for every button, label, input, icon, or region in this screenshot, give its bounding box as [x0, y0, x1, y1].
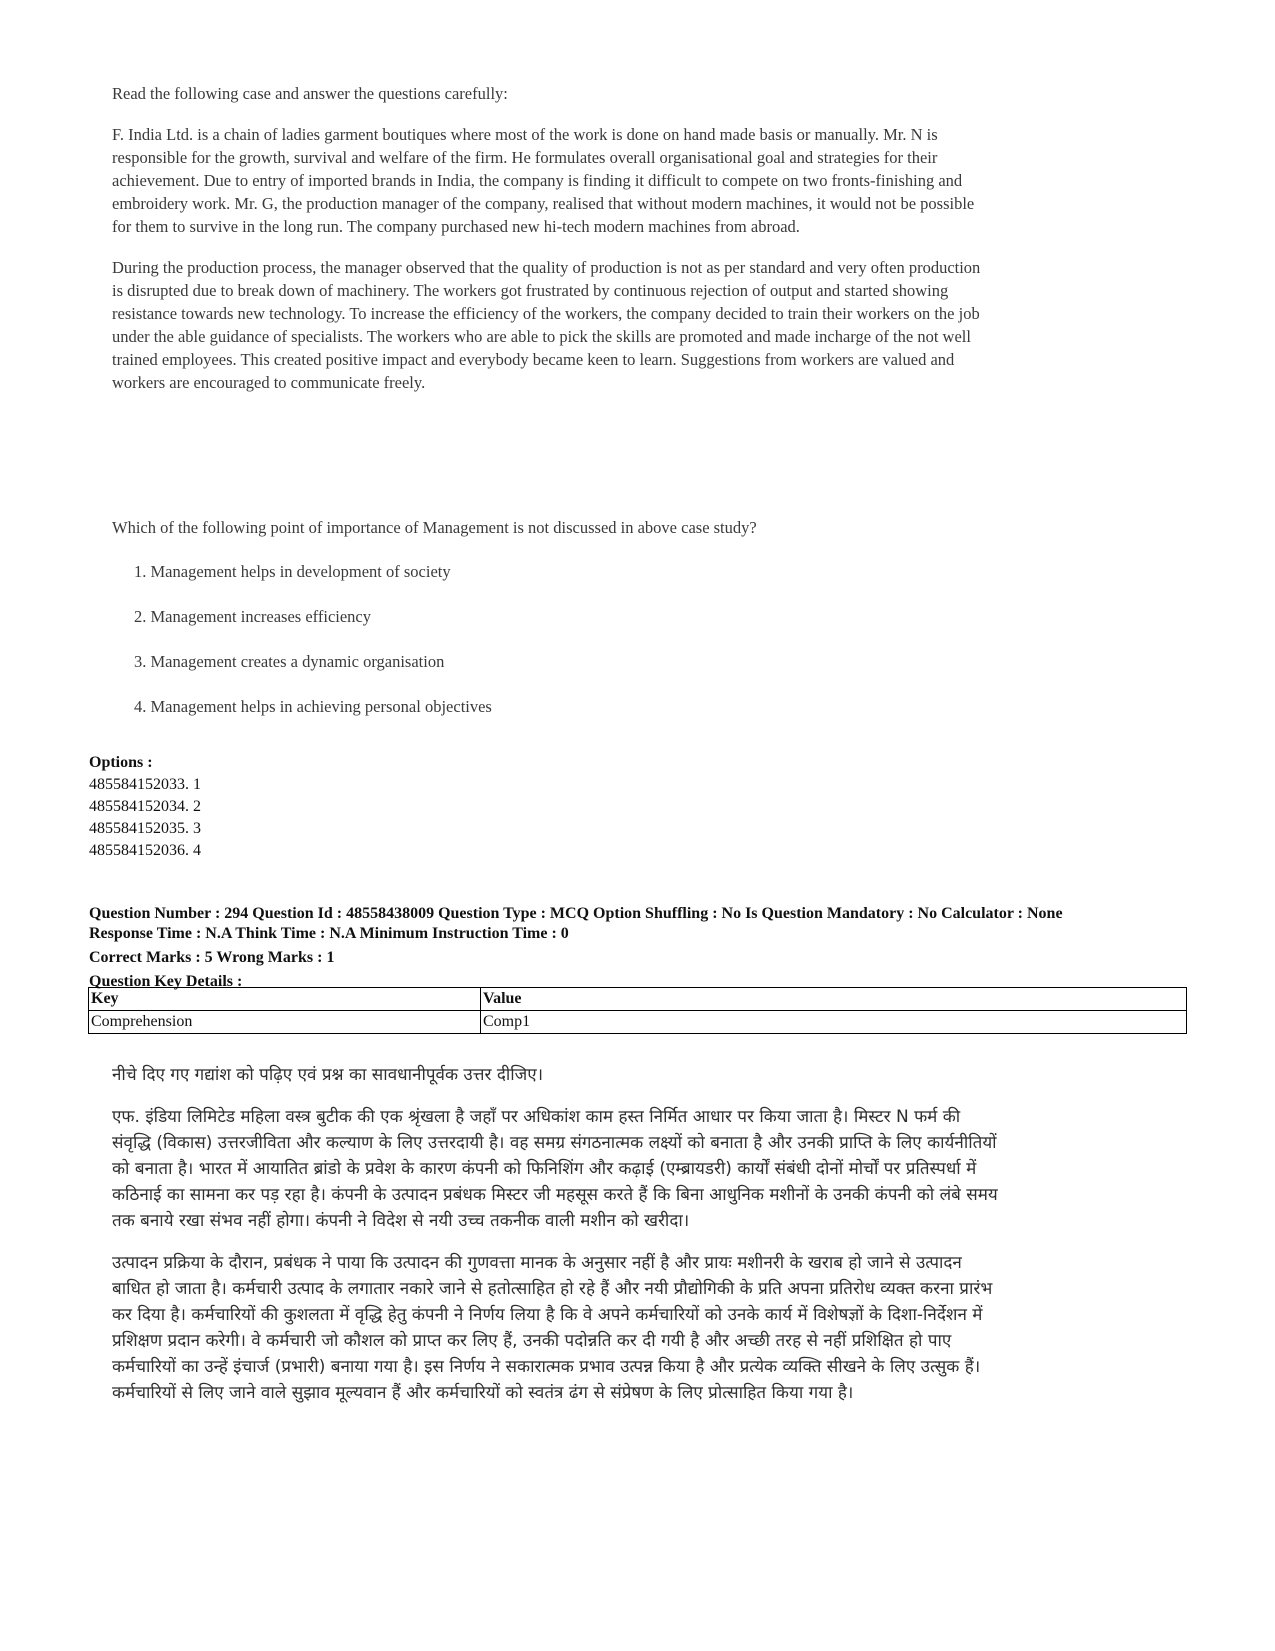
choice-item: 1. Management helps in development of society [134, 562, 451, 581]
case-paragraph-2: During the production process, the manager observed that the quality of production is not as per standard and very often production is disrupted due to break down of machinery. The workers got frustrated by continuous rejection of output and started showing resistance towards new technology. To increase the efficiency of the workers, the company decided to train their workers on the job under the able guidance of specialists. The workers who are able to pick the skills are promoted and made incharge of the not well trained employees. This created positive impact and everybody became keen to learn. Suggestions from workers are valued and workers are encouraged to communicate freely. [112, 258, 981, 392]
choice-item: 4. Management helps in achieving personal objectives [134, 697, 492, 716]
table-row [89, 1011, 1187, 1034]
case-paragraph-2-hindi: उत्पादन प्रक्रिया के दौरान, प्रबंधक ने पाया कि उत्पादन की गुणवत्ता मानक के अनुसार नहीं है और प्रायः मशीनरी के खराब हो जाने से उत्पादन बाधित हो जाता है। कर्मचारी उत्पाद के लगातार नकारे जाने से हतोत्साहित हो रहे हैं और नयी प्रौद्योगिकी के प्रति अपना प्रतिरोध व्यक्त करना प्रारंभ कर दिया है। कर्मचारियों की कुशलता में वृद्धि हेतु कंपनी ने निर्णय लिया है कि वे अपने कर्मचारियों को उनके कार्य में विशेषज्ञों के दिशा-निर्देशन में प्रशिक्षण प्रदान करेगी। वे कर्मचारी जो कौशल को प्राप्त कर लिए हैं, उनकी पदोन्नति कर दी गयी है और अच्छी तरह से नहीं प्रशिक्षित हो पाए कर्मचारियों का उन्हें इंचार्ज (प्रभारी) बनाया गया है। इस निर्णय ने सकारात्मक प्रभाव उत्पन्न किया है और प्रत्येक व्यक्ति सीखने के लिए उत्सुक हैं। कर्मचारियों से लिए जाने वाले सुझाव मूल्यवान हैं और कर्मचारियों को स्वतंत्र ढंग से संप्रेषण के लिए प्रोत्साहित किया गया है। [112, 1253, 993, 1403]
choice-list [134, 560, 492, 740]
meta-question-info: Question Number : 294 Question Id : 48558438009 Question Type : MCQ Option Shuffling : No Is Question Mandatory : No Calculator : None [89, 905, 1063, 922]
case-image-english [112, 82, 992, 716]
case-instruction: Read the following case and answer the questions carefully: [112, 84, 508, 103]
table-header-key: Key [89, 988, 481, 1011]
table-header-value: Value [481, 988, 1187, 1011]
case-image-hindi [112, 1062, 1002, 1422]
options-block [89, 752, 201, 862]
question-key-table [88, 987, 1187, 1034]
choice-item: 2. Management increases efficiency [134, 607, 372, 626]
option-id-row: 485584152033. 1 [89, 776, 201, 793]
case-instruction-hindi: नीचे दिए गए गद्यांश को पढ़िए एवं प्रश्न का सावधानीपूर्वक उत्तर दीजिए। [112, 1065, 544, 1085]
option-id-row: 485584152034. 2 [89, 798, 201, 815]
meta-timing-info: Response Time : N.A Think Time : N.A Minimum Instruction Time : 0 [89, 925, 569, 942]
case-paragraph-1: F. India Ltd. is a chain of ladies garment boutiques where most of the work is done on hand made basis or manually. Mr. N is responsible for the growth, survival and welfare of the firm. He formulates overall organisational goal and strategies for their achievement. Due to entry of imported brands in India, the company is finding it difficult to compete on two fronts-finishing and embroidery work. Mr. G, the production manager of the company, realised that without modern machines, it would not be possible for them to survive in the long run. The company purchased new hi-tech modern machines from abroad. [112, 125, 975, 236]
option-id-row: 485584152036. 4 [89, 842, 201, 859]
table-cell-key: Comprehension [89, 1011, 481, 1034]
table-cell-value: Comp1 [481, 1011, 1187, 1034]
meta-key-details-heading: Question Key Details : [89, 973, 243, 990]
question-text: Which of the following point of importance of Management is not discussed in above case study? [112, 518, 757, 537]
option-id-row: 485584152035. 3 [89, 820, 201, 837]
question-meta [89, 904, 1189, 992]
case-paragraph-1-hindi: एफ. इंडिया लिमिटेड महिला वस्त्र बुटीक की एक श्रृंखला है जहाँ पर अधिकांश काम हस्त निर्मित आधार पर किया जाता है। मिस्टर N फर्म की संवृद्धि (विकास) उत्तरजीविता और कल्याण के लिए उत्तरदायी है। वह समग्र संगठनात्मक लक्ष्यों को बनाता है और उनकी प्राप्ति के लिए कार्यनीतियों को बनाता है। भारत में आयातित ब्रांडो के प्रवेश के कारण कंपनी को फिनिशिंग और कढ़ाई (एम्ब्रायडरी) कार्यों संबंधी दोनों मोर्चों पर प्रतिस्पर्धा में कठिनाई का सामना कर पड़ रहा है। कंपनी के उत्पादन प्रबंधक मिस्टर जी महसूस करते हैं कि बिना आधुनिक मशीनों के उनकी कंपनी को लंबे समय तक बनाये रखा संभव नहीं होगा। कंपनी ने विदेश से नयी उच्च तकनीक वाली मशीन को खरीदा। [112, 1107, 998, 1231]
meta-marks-info: Correct Marks : 5 Wrong Marks : 1 [89, 949, 335, 966]
options-heading: Options : [89, 754, 153, 771]
table-header-row [89, 988, 1187, 1011]
choice-item: 3. Management creates a dynamic organisation [134, 652, 445, 671]
